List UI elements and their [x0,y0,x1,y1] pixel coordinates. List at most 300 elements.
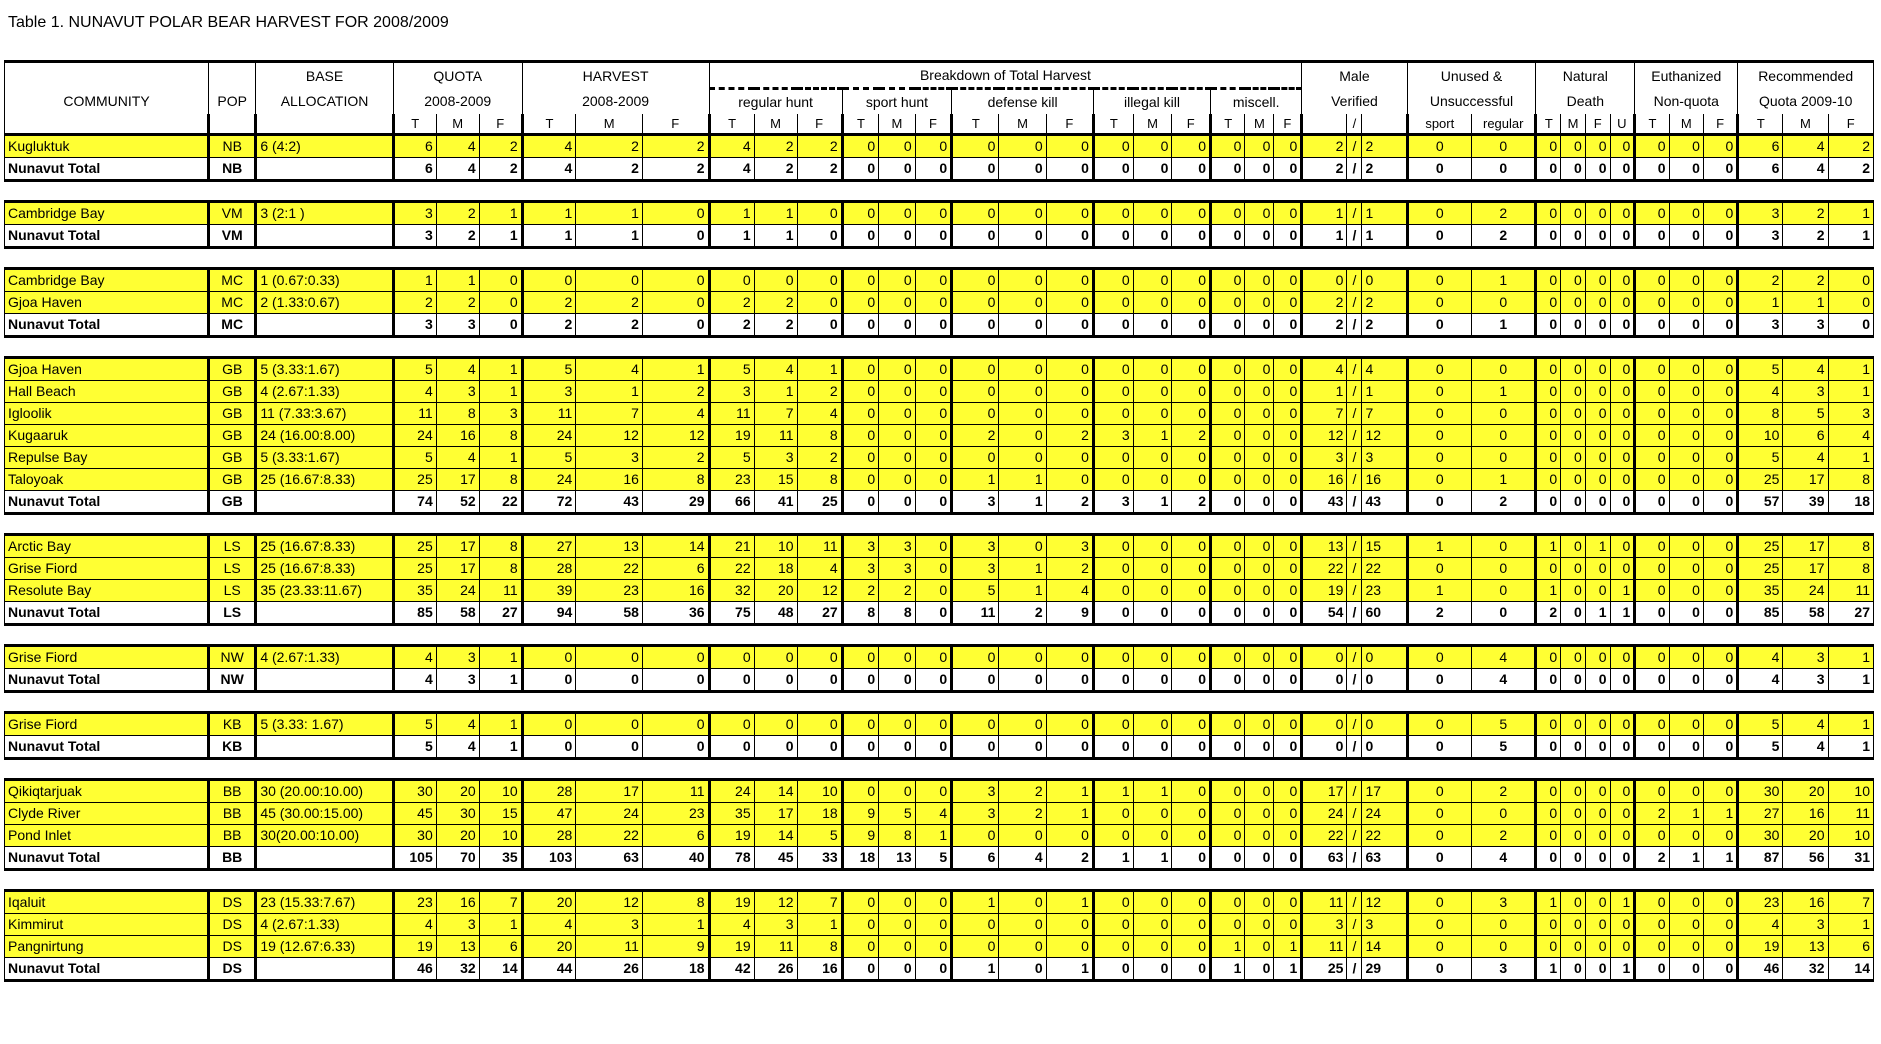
allocation-cell: 35 (23.33:11.67) [256,580,393,602]
value-cell: 3 [1093,425,1133,447]
value-cell: 0 [1703,825,1737,847]
value-cell: 30 [393,825,436,847]
value-cell: 0 [1610,135,1635,158]
value-cell: 1 [1669,847,1703,870]
value-cell: 2 [576,135,643,158]
value-cell: 0 [842,158,879,181]
value-cell: 0 [1046,646,1093,669]
value-cell: 0 [1703,202,1737,225]
value-cell: 0 [1703,891,1737,914]
allocation-cell: 11 (7.33:3.67) [256,403,393,425]
value-cell: 0 [1133,914,1172,936]
value-cell: 0 [879,292,916,314]
value-cell: 0 [522,669,576,692]
slash-cell: / [1347,803,1362,825]
value-cell: 0 [1093,602,1133,625]
value-cell: 0 [1093,891,1133,914]
allocation-cell: 5 (3.33: 1.67) [256,713,393,736]
value-cell: 0 [1635,403,1669,425]
male-verified-cell: 4 [1302,358,1347,381]
slash-cell: / [1347,669,1362,692]
value-cell: 0 [1703,713,1737,736]
value-cell: 0 [1245,491,1274,514]
value-cell: 14 [754,780,797,803]
value-cell: 0 [1610,292,1635,314]
subheader-f: F [1703,114,1737,135]
value-cell: 0 [1274,447,1302,469]
value-cell: 2 [642,381,709,403]
value-cell: 0 [1046,358,1093,381]
unused-regular-cell: 0 [1472,447,1536,469]
value-cell: 2 [576,314,643,337]
value-cell: 1 [797,914,842,936]
community-cell: Nunavut Total [5,669,209,692]
value-cell: 0 [1274,713,1302,736]
value-cell: 4 [393,381,436,403]
value-cell: 0 [1669,469,1703,491]
value-cell: 0 [1669,736,1703,759]
value-cell: 0 [1046,403,1093,425]
value-cell: 27 [1828,602,1874,625]
header-row-1 [5,62,1874,89]
value-cell: 3 [879,558,916,580]
value-cell: 0 [1245,292,1274,314]
value-cell: 0 [879,469,916,491]
value-cell: 11 [479,580,522,602]
value-cell: 0 [1585,269,1610,292]
value-cell: 4 [436,135,479,158]
value-cell: 0 [1561,292,1586,314]
value-cell: 0 [1172,292,1211,314]
value-cell: 0 [915,891,952,914]
value-cell: 7 [1828,891,1874,914]
value-cell: 0 [1585,580,1610,602]
value-cell: 0 [915,269,952,292]
male-verified-cell: 16 [1302,469,1347,491]
value-cell: 5 [709,358,754,381]
value-cell: 0 [797,202,842,225]
unused-regular-cell: 0 [1472,914,1536,936]
value-cell: 8 [797,469,842,491]
table-row [5,825,1874,847]
value-cell: 0 [1635,891,1669,914]
pop-cell: DS [209,958,256,981]
value-cell: 1 [797,358,842,381]
slash-cell: / [1347,381,1362,403]
unused-regular-cell: 2 [1472,491,1536,514]
value-cell: 0 [1536,914,1561,936]
value-cell: 0 [1172,646,1211,669]
subheader-f: F [642,114,709,135]
value-cell: 0 [1669,713,1703,736]
value-cell: 4 [522,914,576,936]
unused-regular-cell: 0 [1472,602,1536,625]
value-cell: 3 [1046,535,1093,558]
value-cell: 0 [1172,558,1211,580]
value-cell: 0 [1585,558,1610,580]
pop-cell: GB [209,381,256,403]
value-cell: 0 [754,646,797,669]
value-cell: 0 [1703,158,1737,181]
value-cell: 0 [1610,469,1635,491]
male-total-cell: 2 [1362,158,1407,181]
value-cell: 5 [915,847,952,870]
value-cell: 0 [1585,225,1610,248]
harvest-table [4,60,1874,982]
value-cell: 0 [1536,202,1561,225]
value-cell: 0 [1133,225,1172,248]
value-cell: 1 [1536,580,1561,602]
value-cell: 0 [1561,958,1586,981]
value-cell: 5 [879,803,916,825]
value-cell: 5 [1783,403,1828,425]
community-cell: Nunavut Total [5,314,209,337]
value-cell: 1 [1585,602,1610,625]
table-row [5,269,1874,292]
value-cell: 1 [1828,646,1874,669]
value-cell: 0 [1561,403,1586,425]
value-cell: 0 [1274,269,1302,292]
value-cell: 0 [1172,580,1211,602]
value-cell: 3 [1738,314,1783,337]
value-cell: 0 [952,158,999,181]
value-cell: 0 [797,646,842,669]
value-cell: 0 [879,780,916,803]
value-cell: 0 [1703,425,1737,447]
slash-cell: / [1347,403,1362,425]
unused-regular-cell: 0 [1472,292,1536,314]
pop-cell: BB [209,803,256,825]
subheader-f: F [1585,114,1610,135]
value-cell: 0 [1093,158,1133,181]
pop-cell: DS [209,936,256,958]
male-total-cell: 2 [1362,314,1407,337]
total-row [5,736,1874,759]
subheader-m: M [999,114,1046,135]
table-row [5,469,1874,491]
value-cell: 0 [1669,602,1703,625]
value-cell: 12 [576,425,643,447]
male-total-cell: 22 [1362,825,1407,847]
subheader-t: T [1536,114,1561,135]
value-cell: 32 [1783,958,1828,981]
value-cell: 10 [1738,425,1783,447]
value-cell: 0 [1635,225,1669,248]
unused-regular-cell: 0 [1472,580,1536,602]
unused-regular-cell: 3 [1472,891,1536,914]
value-cell: 1 [754,225,797,248]
male-verified-cell: 63 [1302,847,1347,870]
value-cell: 0 [1536,825,1561,847]
value-cell: 0 [879,225,916,248]
regular-hunt-header: regular hunt [709,89,842,115]
value-cell: 19 [1738,936,1783,958]
value-cell: 0 [1172,736,1211,759]
value-cell: 1 [1828,447,1874,469]
subheader-m: M [1133,114,1172,135]
value-cell: 0 [1536,158,1561,181]
value-cell: 1 [1783,292,1828,314]
value-cell: 1 [1046,891,1093,914]
table-row [5,447,1874,469]
value-cell: 2 [999,602,1046,625]
allocation-cell: 45 (30.00:15.00) [256,803,393,825]
value-cell: 0 [1046,135,1093,158]
value-cell: 0 [1703,669,1737,692]
value-cell: 17 [436,558,479,580]
unused-regular-cell: 2 [1472,825,1536,847]
value-cell: 2 [754,314,797,337]
allocation-cell: 24 (16.00:8.00) [256,425,393,447]
value-cell: 13 [879,847,916,870]
value-cell: 0 [915,314,952,337]
value-cell: 4 [797,403,842,425]
value-cell: 3 [1783,914,1828,936]
value-cell: 0 [1274,202,1302,225]
unused-regular-cell: 2 [1472,780,1536,803]
value-cell: 0 [1669,314,1703,337]
value-cell: 0 [999,358,1046,381]
male-verified-cell: 22 [1302,825,1347,847]
value-cell: 0 [1669,891,1703,914]
male-total-cell: 2 [1362,135,1407,158]
community-cell: Nunavut Total [5,491,209,514]
value-cell: 16 [436,891,479,914]
table-row [5,202,1874,225]
unused-sport-cell: 0 [1407,225,1471,248]
value-cell: 0 [879,891,916,914]
slash-cell: / [1347,914,1362,936]
value-cell: 0 [1561,135,1586,158]
value-cell: 2 [842,580,879,602]
value-cell: 35 [479,847,522,870]
value-cell: 0 [915,580,952,602]
value-cell: 0 [1561,891,1586,914]
illegal-kill-header: illegal kill [1093,89,1210,115]
value-cell: 0 [879,491,916,514]
value-cell: 1 [999,469,1046,491]
unused-regular-cell: 0 [1472,558,1536,580]
value-cell: 20 [754,580,797,602]
community-cell: Iqaluit [5,891,209,914]
value-cell: 3 [842,535,879,558]
value-cell: 0 [1172,447,1211,469]
spacer-row [5,625,1874,646]
value-cell: 94 [522,602,576,625]
value-cell: 0 [1133,891,1172,914]
value-cell: 5 [393,447,436,469]
value-cell: 4 [1828,425,1874,447]
value-cell: 0 [1669,580,1703,602]
subheader-t: T [1093,114,1133,135]
value-cell: 2 [522,314,576,337]
value-cell: 0 [915,491,952,514]
value-cell: 1 [1703,803,1737,825]
value-cell: 0 [1172,469,1211,491]
value-cell: 0 [915,646,952,669]
value-cell: 0 [842,914,879,936]
value-cell: 26 [754,958,797,981]
value-cell: 85 [1738,602,1783,625]
value-cell: 78 [709,847,754,870]
value-cell: 0 [952,358,999,381]
slash-cell: / [1347,469,1362,491]
value-cell: 0 [1536,358,1561,381]
value-cell: 0 [1046,825,1093,847]
value-cell: 0 [1585,314,1610,337]
value-cell: 0 [1610,535,1635,558]
unused-sport-cell: 0 [1407,936,1471,958]
male-total-cell: 63 [1362,847,1407,870]
value-cell: 2 [754,292,797,314]
value-cell: 58 [1783,602,1828,625]
value-cell: 0 [1093,558,1133,580]
value-cell: 0 [1635,602,1669,625]
value-cell: 3 [436,669,479,692]
unused-sport-cell: 0 [1407,914,1471,936]
value-cell: 11 [709,403,754,425]
value-cell: 0 [1245,936,1274,958]
value-cell: 0 [1046,225,1093,248]
value-cell: 4 [436,447,479,469]
value-cell: 0 [1585,914,1610,936]
value-cell: 1 [1046,958,1093,981]
pop-cell: GB [209,425,256,447]
community-cell: Clyde River [5,803,209,825]
value-cell: 0 [1561,646,1586,669]
value-cell: 0 [842,469,879,491]
value-cell: 4 [393,669,436,692]
value-cell: 0 [1669,381,1703,403]
spacer-row [5,514,1874,535]
value-cell: 0 [1245,803,1274,825]
value-cell: 0 [1536,669,1561,692]
value-cell: 0 [1046,669,1093,692]
unused-sport-cell: 0 [1407,403,1471,425]
value-cell: 10 [1828,825,1874,847]
value-cell: 0 [1093,580,1133,602]
value-cell: 0 [1133,958,1172,981]
value-cell: 0 [842,447,879,469]
value-cell: 17 [1783,469,1828,491]
value-cell: 45 [393,803,436,825]
value-cell: 0 [842,292,879,314]
natural-header: Natural [1536,62,1635,89]
slash-cell: / [1347,736,1362,759]
slash-cell: / [1347,491,1362,514]
value-cell: 0 [1585,825,1610,847]
value-cell: 0 [1211,381,1245,403]
value-cell: 0 [915,535,952,558]
table-row [5,535,1874,558]
value-cell: 0 [642,314,709,337]
value-cell: 0 [999,292,1046,314]
value-cell: 17 [1783,558,1828,580]
value-cell: 24 [522,469,576,491]
value-cell: 0 [1669,914,1703,936]
value-cell: 0 [915,425,952,447]
value-cell: 4 [436,158,479,181]
value-cell: 0 [879,669,916,692]
value-cell: 0 [1274,780,1302,803]
value-cell: 20 [522,936,576,958]
value-cell: 0 [1211,403,1245,425]
value-cell: 0 [709,269,754,292]
value-cell: 0 [1635,958,1669,981]
value-cell: 1 [642,914,709,936]
value-cell: 0 [1211,135,1245,158]
value-cell: 0 [952,736,999,759]
value-cell: 8 [1828,535,1874,558]
value-cell: 0 [1133,292,1172,314]
value-cell: 2 [1536,602,1561,625]
value-cell: 0 [1093,314,1133,337]
male-verified-cell: 0 [1302,646,1347,669]
value-cell: 2 [522,292,576,314]
value-cell: 3 [952,803,999,825]
pop-cell: GB [209,403,256,425]
allocation-cell: 1 (0.67:0.33) [256,269,393,292]
value-cell: 16 [642,580,709,602]
value-cell: 0 [879,403,916,425]
community-cell: Gjoa Haven [5,358,209,381]
value-cell: 0 [1610,358,1635,381]
community-cell: Kimmirut [5,914,209,936]
value-cell: 0 [999,936,1046,958]
value-cell: 1 [1046,780,1093,803]
value-cell: 28 [522,780,576,803]
value-cell: 0 [1133,447,1172,469]
slash-cell: / [1347,646,1362,669]
value-cell: 0 [879,314,916,337]
value-cell: 0 [1610,269,1635,292]
male-total-cell: 0 [1362,736,1407,759]
value-cell: 4 [1783,135,1828,158]
value-cell: 0 [1211,358,1245,381]
value-cell: 0 [1245,646,1274,669]
value-cell: 0 [1585,780,1610,803]
value-cell: 0 [797,736,842,759]
value-cell: 0 [1172,669,1211,692]
slash-cell: / [1347,602,1362,625]
value-cell: 0 [952,135,999,158]
value-cell: 1 [1610,958,1635,981]
value-cell: 46 [1738,958,1783,981]
value-cell: 0 [842,403,879,425]
value-cell: 11 [1828,580,1874,602]
value-cell: 0 [1245,202,1274,225]
unused-regular-cell: 4 [1472,847,1536,870]
value-cell: 0 [1610,425,1635,447]
value-cell: 2 [754,158,797,181]
value-cell: 70 [436,847,479,870]
value-cell: 75 [709,602,754,625]
value-cell: 0 [915,736,952,759]
value-cell: 0 [1093,958,1133,981]
unused-sport-cell: 0 [1407,469,1471,491]
value-cell: 27 [479,602,522,625]
value-cell: 28 [522,558,576,580]
value-cell: 18 [754,558,797,580]
value-cell: 0 [576,646,643,669]
value-cell: 30 [1738,825,1783,847]
value-cell: 8 [479,425,522,447]
value-cell: 0 [1093,825,1133,847]
value-cell: 0 [1245,403,1274,425]
value-cell: 2 [1783,202,1828,225]
value-cell: 0 [1635,669,1669,692]
value-cell: 0 [879,936,916,958]
